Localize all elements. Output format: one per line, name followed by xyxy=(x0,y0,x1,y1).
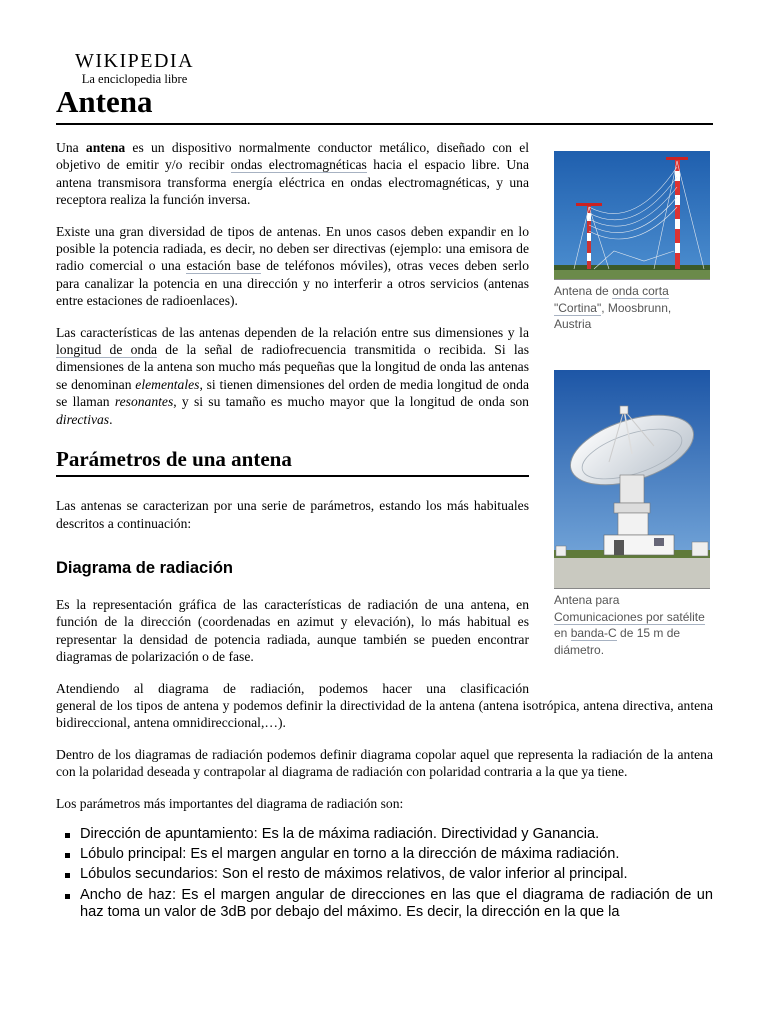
subsection-heading: Diagrama de radiación xyxy=(56,558,233,577)
link-longitud-de-onda[interactable]: longitud de onda xyxy=(56,342,158,358)
section-heading: Parámetros de una antena xyxy=(56,447,529,477)
text: general de los tipos de antena y podemos definir la directividad de la antena (antena isotrópica, antena directiva, antena bidireccional, antena omnidireccional,…). xyxy=(56,697,713,731)
satellite-dish-image[interactable] xyxy=(554,370,710,589)
radiation-paragraph-2 xyxy=(56,680,713,732)
text: Existe una gran diversidad de tipos de antenas. En unos casos deben expandir en lo posible la potencia radiada, es decir, no deben ser directivas (ejemplo: una emisora de radio comercial o una xyxy=(56,223,529,274)
text: , si tienen dimensiones del orden de media longitud de onda se llaman xyxy=(56,376,529,410)
text: de la señal de radiofrecuencia transmitida o recibida. Si las dimensiones de la antena son mucho más pequeñas que la longitud de onda las antenas se denominan xyxy=(56,342,529,392)
logo-wordmark: WIKIPEDIA xyxy=(74,50,195,72)
link-ondas-electromagneticas[interactable]: ondas electromagnéticas xyxy=(230,157,367,173)
link-cortina[interactable]: "Cortina" xyxy=(554,300,602,315)
logo-tagline: La enciclopedia libre xyxy=(81,72,188,86)
title-divider xyxy=(56,123,713,125)
radiation-paragraph-3: Dentro de los diagramas de radiación podemos definir diagrama copolar aquel que representa la radiación de la antena con la polaridad deseada y contrapolar al diagrama de radiación con polaridad contraria a la que ya tiene. xyxy=(56,746,713,780)
text: hacia el espacio libre. Una antena transmisora transforma energía eléctrica en ondas electromagnéticas, y una receptora realiza la función inversa. xyxy=(56,157,529,208)
intro-paragraph-2 xyxy=(56,223,529,310)
text: . xyxy=(109,411,113,427)
radiation-paragraph-4: Los parámetros más importantes del diagrama de radiación son: xyxy=(56,795,404,811)
figure-shortwave-antenna xyxy=(554,151,710,333)
radiation-paragraph-1: Es la representación gráfica de las características de radiación de una antena, en función de la dirección (coordenadas en azimut y elevación), lo más habitual es representar la densidad de potencia radiada, aunque también se pueden encontrar diagramas de polarización o de fase. xyxy=(56,596,529,665)
text: Antena de xyxy=(554,284,613,298)
text: Las características de las antenas dependen de la relación entre sus dimensiones y la xyxy=(56,324,529,340)
dish-photo xyxy=(554,370,710,588)
figure-satellite-dish xyxy=(554,370,710,658)
text: , Moosbrunn, Austria xyxy=(554,300,672,331)
text: en xyxy=(554,626,571,640)
antenna-photo xyxy=(554,151,710,279)
text: Una xyxy=(56,140,86,155)
shortwave-antenna-image[interactable] xyxy=(554,151,710,280)
link-estacion-base[interactable]: estación base xyxy=(186,258,261,274)
list-item: Ancho de haz: Es el margen angular de direcciones en las que el diagrama de radiación de un haz toma un valor de 3dB por debajo del máximo. Es decir, la dirección en la que la xyxy=(56,887,713,921)
intro-paragraph-1 xyxy=(56,139,529,209)
parameter-list xyxy=(56,826,713,921)
text: Atendiendo al diagrama de radiación, podemos hacer una clasificación xyxy=(56,680,529,696)
intro-paragraph-3 xyxy=(56,324,529,428)
link-onda-corta[interactable]: onda corta xyxy=(612,284,669,298)
text: de 15 m de diámetro. xyxy=(554,626,681,657)
link-comunicaciones-por-satelite[interactable]: Comunicaciones por satélite xyxy=(554,609,705,624)
list-item: Dirección de apuntamiento: Es la de máxima radiación. Directividad y Ganancia. xyxy=(56,826,713,843)
text: Antena para xyxy=(554,593,620,607)
term-resonantes: resonantes xyxy=(114,394,174,410)
wikipedia-logo[interactable] xyxy=(72,50,197,86)
figure-caption xyxy=(554,283,710,333)
page-title: Antena xyxy=(56,84,153,119)
list-item: Lóbulos secundarios: Son el resto de máximos relativos, de valor inferior al principal. xyxy=(56,866,713,883)
text: de teléfonos móviles), otras veces deben serlo para canalizar la potencia en una dirección y no interferir a otros servicios (antenas entre estaciones de radioenlaces). xyxy=(56,258,529,309)
link-banda-c[interactable]: banda-C xyxy=(570,626,617,640)
list-item: Lóbulo principal: Es el margen angular en torno a la dirección de máxima radiación. xyxy=(56,846,713,863)
term-directivas: directivas xyxy=(56,411,110,427)
text: es un dispositivo normalmente conductor metálico, diseñado con el objetivo de emitir y/o recibir xyxy=(56,140,530,173)
term-elementales: elementales xyxy=(135,376,200,392)
text: , y si su tamaño es mucho mayor que la longitud de onda son xyxy=(173,394,529,410)
figure-caption xyxy=(554,592,710,658)
section-paragraph: Las antenas se caracterizan por una serie de parámetros, estando los más habituales descritos a continuación: xyxy=(56,498,529,531)
bold-term: antena xyxy=(85,140,126,155)
